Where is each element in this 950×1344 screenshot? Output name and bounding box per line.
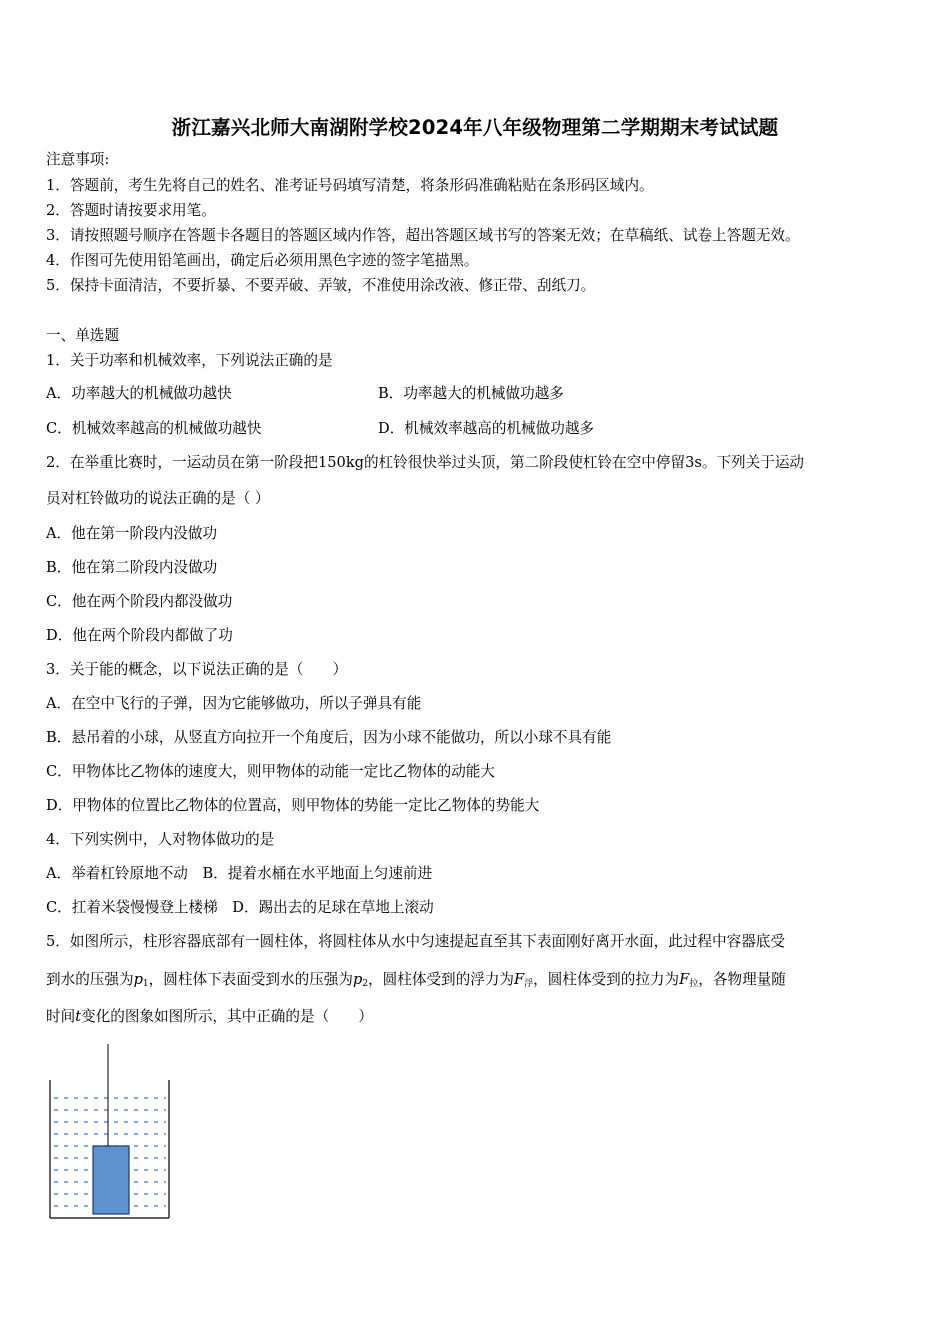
container-with-cylinder-icon bbox=[48, 1040, 176, 1222]
subscript-fu: 浮 bbox=[524, 979, 534, 989]
symbol-t: t bbox=[75, 1008, 82, 1025]
q5-stem-line2 bbox=[46, 970, 786, 994]
q5-text-c: ，圆柱体受到的浮力为 bbox=[368, 971, 515, 988]
notice-item-4: 4．作图可先使用铅笔画出，确定后必须用黑色字迹的签字笔描黑。 bbox=[46, 252, 479, 269]
subscript-2: 2 bbox=[362, 979, 369, 989]
q3-stem: 3．关于能的概念，以下说法正确的是（ ） bbox=[46, 661, 348, 678]
q5-text-b: ，圆柱体下表面受到水的压强为 bbox=[148, 971, 353, 988]
q3-option-d: D．甲物体的位置比乙物体的位置高，则甲物体的势能一定比乙物体的势能大 bbox=[46, 797, 540, 814]
q2-option-b: B．他在第二阶段内没做功 bbox=[46, 559, 218, 576]
q2-option-a: A．他在第一阶段内没做功 bbox=[46, 525, 218, 542]
section-heading: 一、单选题 bbox=[46, 327, 119, 344]
q5-text-d: ，圆柱体受到的拉力为 bbox=[533, 971, 680, 988]
page-title: 浙江嘉兴北师大南湖附学校2024年八年级物理第二学期期末考试试题 bbox=[171, 116, 779, 139]
q1-option-b: B．功率越大的机械做功越多 bbox=[378, 385, 564, 402]
notice-item-2: 2．答题时请按要求用笔。 bbox=[46, 202, 216, 219]
q5-stem-line3 bbox=[46, 1007, 373, 1027]
q1-option-a: A．功率越大的机械做功越快 bbox=[46, 385, 232, 402]
q1-option-c: C．机械效率越高的机械做功越快 bbox=[46, 420, 262, 437]
q5-stem-line1: 5．如图所示，柱形容器底部有一圆柱体，将圆柱体从水中匀速提起直至其下表面刚好离开水面，此过程中容器底受 bbox=[46, 933, 785, 950]
q2-option-d: D．他在两个阶段内都做了功 bbox=[46, 627, 233, 644]
q4-options-cd: C．扛着米袋慢慢登上楼梯 D．踢出去的足球在草地上滚动 bbox=[46, 899, 434, 916]
q2-stem-line2: 员对杠铃做功的说法正确的是（ ） bbox=[46, 490, 270, 507]
subscript-1: 1 bbox=[142, 979, 149, 989]
q4-stem: 4．下列实例中，人对物体做功的是 bbox=[46, 831, 275, 848]
symbol-f-buoyant: F bbox=[514, 971, 525, 988]
notice-item-1: 1．答题前，考生先将自己的姓名、准考证号码填写清楚，将条形码准确粘贴在条形码区域内。 bbox=[46, 177, 654, 194]
symbol-p2: p bbox=[352, 971, 363, 988]
q1-option-d: D．机械效率越高的机械做功越多 bbox=[378, 420, 595, 437]
q5-text-f: 时间 bbox=[46, 1008, 76, 1025]
q3-option-a: A．在空中飞行的子弹，因为它能够做功，所以子弹具有能 bbox=[46, 695, 422, 712]
notice-item-5: 5．保持卡面清洁，不要折暴、不要弄破、弄皱，不准使用涂改液、修正带、刮纸刀。 bbox=[46, 277, 596, 294]
q4-options-ab: A．举着杠铃原地不动 B．提着水桶在水平地面上匀速前进 bbox=[46, 865, 433, 882]
q5-text-g: 变化的图象如图所示，其中正确的是（ ） bbox=[81, 1008, 373, 1025]
q2-stem-line1: 2．在举重比赛时，一运动员在第一阶段把150kg的杠铃很快举过头顶，第二阶段使杠铃在空中停留3s。下列关于运动 bbox=[46, 454, 805, 471]
subscript-la: 拉 bbox=[689, 979, 699, 989]
q3-option-b: B．悬吊着的小球，从竖直方向拉开一个角度后，因为小球不能做功，所以小球不具有能 bbox=[46, 729, 612, 746]
notice-item-3: 3．请按照题号顺序在答题卡各题目的答题区域内作答，超出答题区域书写的答案无效；在草稿纸、试卷上答题无效。 bbox=[46, 227, 800, 244]
q5-text-a: 到水的压强为 bbox=[46, 971, 134, 988]
notice-heading: 注意事项: bbox=[46, 151, 110, 168]
q3-option-c: C．甲物体比乙物体的速度大，则甲物体的动能一定比乙物体的动能大 bbox=[46, 763, 495, 780]
cylinder bbox=[93, 1146, 129, 1214]
symbol-f-tension: F bbox=[679, 971, 690, 988]
q1-stem: 1．关于功率和机械效率，下列说法正确的是 bbox=[46, 352, 333, 369]
q2-option-c: C．他在两个阶段内都没做功 bbox=[46, 593, 233, 610]
symbol-p1: p bbox=[133, 971, 143, 988]
q5-text-e: ，各物理量随 bbox=[698, 971, 786, 988]
